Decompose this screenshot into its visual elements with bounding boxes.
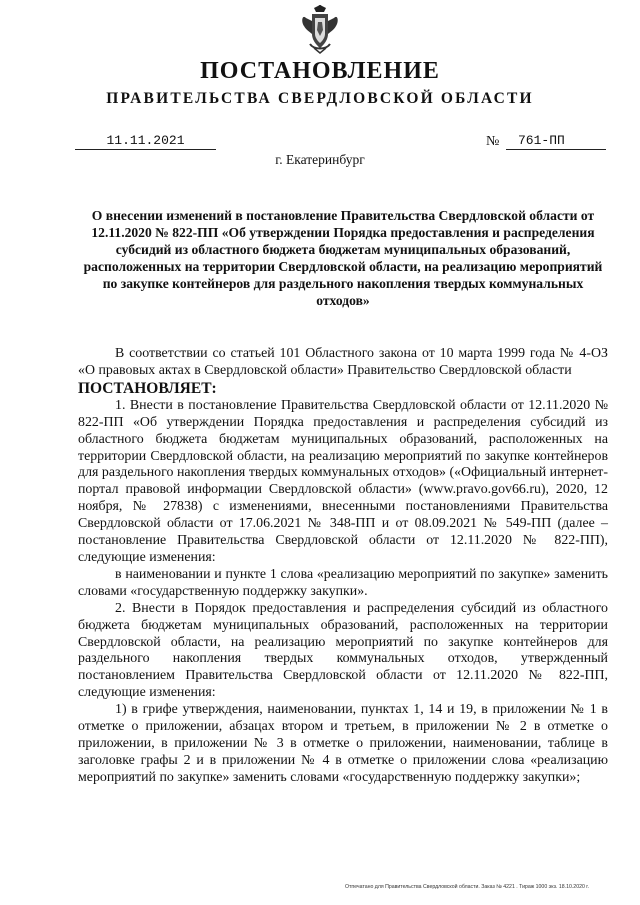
item-2-sub-1: 1) в грифе утверждения, наименовании, пунктах 1, 14 и 19, в приложении № 1 в отметке о приложении, абзацах втором и третьем, в приложении № 2 в отметке о приложении, в приложении № 3 в отметке о приложении, наименовании, таблице в заголовке графы 2 и в приложении № 4 в отметке о приложении слова «реализацию мероприятий по закупке» заменить словами «государственную поддержку закупки»; xyxy=(78,702,608,785)
resolves-label: ПОСТАНОВЛЯЕТ: xyxy=(78,379,217,397)
document-heading: О внесении изменений в постановление Правительства Свердловской области от 12.11.2020 № 822-ПП «Об утверждении Порядка предоставления и распределения субсидий из областного бюджета бюджетам муниципальных образований, расположенных на территории Свердловской области, на реализацию мероприятий по закупке контейнеров для раздельного накопления твердых коммунальных отходов» xyxy=(83,208,603,309)
city: г. Екатеринбург xyxy=(275,152,365,167)
item-1: 1. Внести в постановление Правительства Свердловской области от 12.11.2020 № 822-ПП «Об утверждении Порядка предоставления и распределения субсидий из областного бюджета бюджетам муниципальных образований, расположенных на территории Свердловской области, на реализацию мероприятий по закупке контейнеров для раздельного накопления твердых коммунальных отходов» («Официальный интернет-портал правовой информации Свердловской области» (www.pravo.gov66.ru), 2020, 12 ноября, № 27838) с изменениями, внесенными постановлениями Правительства Свердловской области от 17.06.2021 № 348-ПП и от 08.09.2021 № 549-ПП (далее – постановление Правительства Свердловской области от 12.11.2020 № 822-ПП), следующие изменения: xyxy=(78,397,608,565)
print-footer: Отпечатано для Правительства Свердловской области. Заказ № 4221 . Тираж 1000 экз. 18.10.2020 г. xyxy=(345,884,589,890)
item-2: 2. Внести в Порядок предоставления и распределения субсидий из областного бюджета бюджетам муниципальных образований, расположенных на территории Свердловской области, на реализацию мероприятий по закупке контейнеров для раздельного накопления твердых коммунальных отходов, утвержденный постановлением Правительства Свердловской области от 12.11.2020 № 822-ПП, следующие изменения: xyxy=(78,600,608,701)
coat-of-arms-icon xyxy=(300,4,340,54)
item-1-change: в наименовании и пункте 1 слова «реализацию мероприятий по закупке» заменить словами «государственную поддержку закупки». xyxy=(78,566,608,599)
number-label: № xyxy=(486,134,500,149)
document-number: 761-ПП xyxy=(506,133,606,150)
document-subtitle: ПРАВИТЕЛЬСТВА СВЕРДЛОВСКОЙ ОБЛАСТИ xyxy=(106,90,534,107)
document-title: ПОСТАНОВЛЕНИЕ xyxy=(200,58,440,84)
preamble: В соответствии со статьей 101 Областного закона от 10 марта 1999 года № 4-ОЗ «О правовых актах в Свердловской области» Правительство Свердловской области xyxy=(78,346,608,378)
document-body xyxy=(78,346,608,787)
document-date: 11.11.2021 xyxy=(75,133,216,150)
